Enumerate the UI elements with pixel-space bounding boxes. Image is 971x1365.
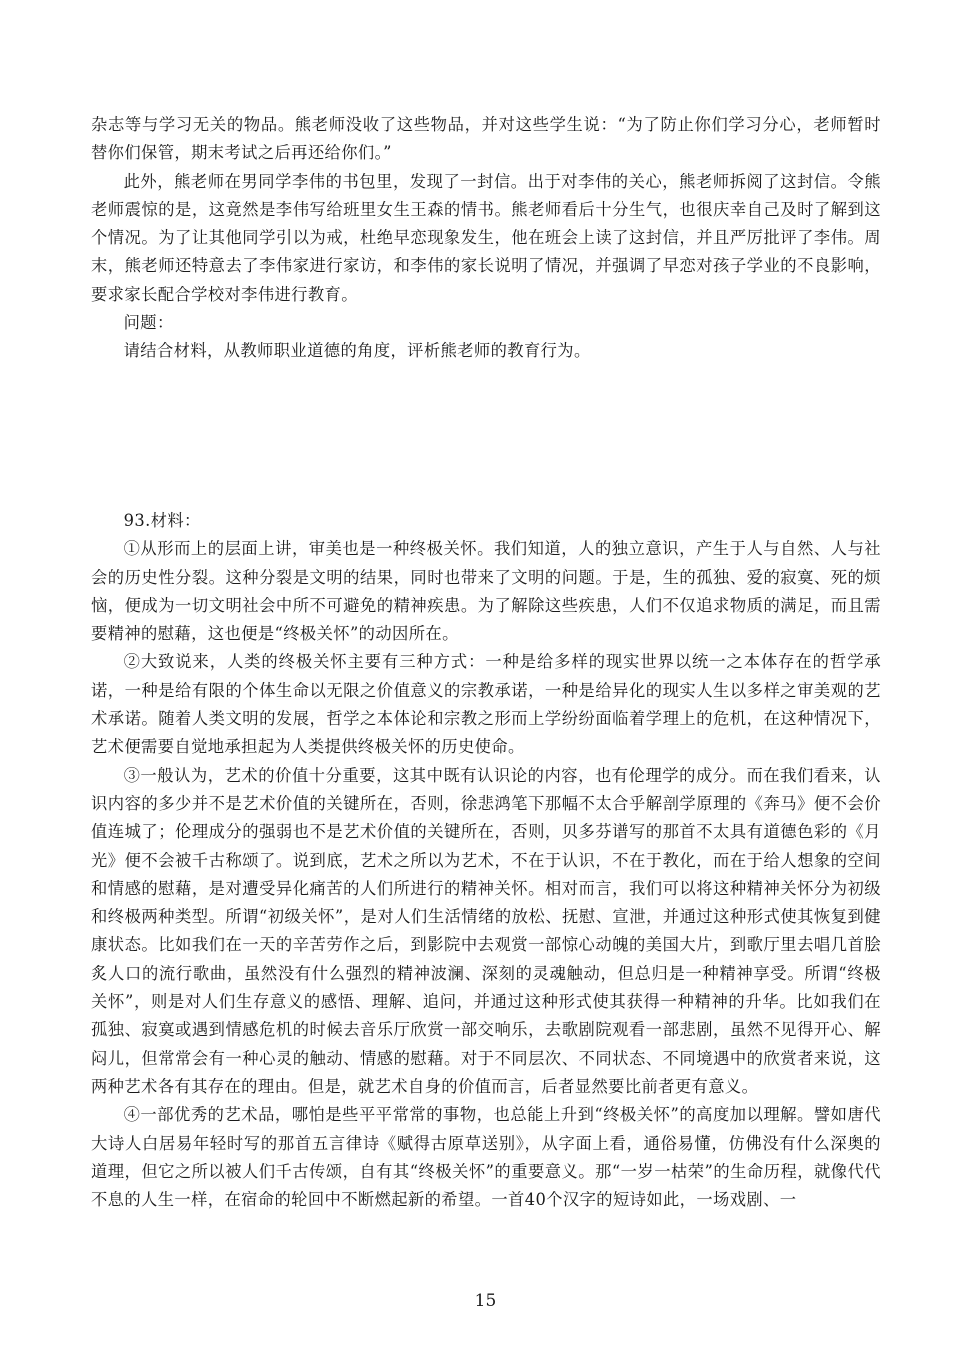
question-93-heading: 93.材料： <box>123 511 201 530</box>
material-paragraph-3: ③一般认为，艺术的价值十分重要，这其中既有认识论的内容，也有伦理学的成分。而在我们看来，认识内容的多少并不是艺术价值的关键所在，否则，徐悲鸿笔下那幅不太合乎解剖学原理的《奔马》便不会价值连城了；伦理成分的强弱也不是艺术价值的关键所在，否则，贝多芬谱写的那首不太具有道德色彩的《月光》便不会被千古称颂了。说到底，艺术之所以为艺术，不在于认识，不在于教化，而在于给人想象的空间和情感的慰藉，是对遭受异化痛苦的人们所进行的精神关怀。相对而言，我们可以将这种精神关怀分为初级和终极两种类型。所谓“初级关怀”，是对人们生活情绪的放松、抚慰、宣泄，并通过这种形式使其恢复到健康状态。比如我们在一天的辛苦劳作之后，到影院中去观赏一部惊心动魄的美国大片，到歌厅里去唱几首脍炙人口的流行歌曲，虽然没有什么强烈的精神波澜、深刻的灵魂触动，但总归是一种精神享受。所谓“终极关怀”，则是对人们生存意义的感悟、理解、追问，并通过这种形式使其获得一种精神的升华。比如我们在孤独、寂寞或遇到情感危机的时候去音乐厅欣赏一部交响乐，去歌剧院观看一部悲剧，虽然不见得开心、解闷儿，但常常会有一种心灵的触动、情感的慰藉。对于不同层次、不同状态、不同境遇中的欣赏者来说，这两种艺术各有其存在的理由。但是，就艺术自身的价值而言，后者显然要比前者更有意义。 <box>91 765 881 1096</box>
question-93-material <box>91 507 881 1214</box>
question-text: 请结合材料，从教师职业道德的角度，评析熊老师的教育行为。 <box>123 341 591 361</box>
material-paragraph-1: ①从形而上的层面上讲，审美也是一种终极关怀。我们知道，人的独立意识，产生于人与自然、人与社会的历史性分裂。这种分裂是文明的结果，同时也带来了文明的问题。于是，生的孤独、爱的寂寞、死的烦恼，便成为一切文明社会中所不可避免的精神疾患。为了解除这些疾患，人们不仅追求物质的满足，而且需要精神的慰藉，这也便是“终极关怀”的动因所在。 <box>91 539 881 644</box>
page-number: 15 <box>474 1291 497 1311</box>
material-paragraph-4: ④一部优秀的艺术品，哪怕是些平平常常的事物，也总能上升到“终极关怀”的高度加以理解。譬如唐代大诗人白居易年轻时写的那首五言律诗《赋得古原草送别》，从字面上看，通俗易懂，仿佛没有什么深奥的道理，但它之所以被人们千古传颂，自有其“终极关怀”的重要意义。那“一岁一枯荣”的生命历程，就像代代不息的人生一样，在宿命的轮回中不断燃起新的希望。一首40个汉字的短诗如此，一场戏剧、一 <box>91 1105 881 1210</box>
question-label: 问题： <box>123 313 174 333</box>
case-material-continuation <box>91 111 881 366</box>
case-paragraph-2: 此外，熊老师在男同学李伟的书包里，发现了一封信。出于对李伟的关心，熊老师拆阅了这封信。令熊老师震惊的是，这竟然是李伟写给班里女生王森的情书。熊老师看后十分生气，也很庆幸自己及时了解到这个情况。为了让其他同学引以为戒，杜绝早恋现象发生，他在班会上读了这封信，并且严厉批评了李伟。周末，熊老师还特意去了李伟家进行家访，和李伟的家长说明了情况，并强调了早恋对孩子学业的不良影响，要求家长配合学校对李伟进行教育。 <box>91 171 881 304</box>
case-paragraph-1: 杂志等与学习无关的物品。熊老师没收了这些物品，并对这些学生说：“为了防止你们学习分心，老师暂时替你们保管，期末考试之后再还给你们。” <box>91 115 881 163</box>
material-paragraph-2: ②大致说来，人类的终极关怀主要有三种方式：一种是给多样的现实世界以统一之本体存在的哲学承诺，一种是给有限的个体生命以无限之价值意义的宗教承诺，一种是给异化的现实人生以多样之审美观的艺术承诺。随着人类文明的发展，哲学之本体论和宗教之形而上学纷纷面临着学理上的危机，在这种情况下，艺术便需要自觉地承担起为人类提供终极关怀的历史使命。 <box>91 652 881 757</box>
